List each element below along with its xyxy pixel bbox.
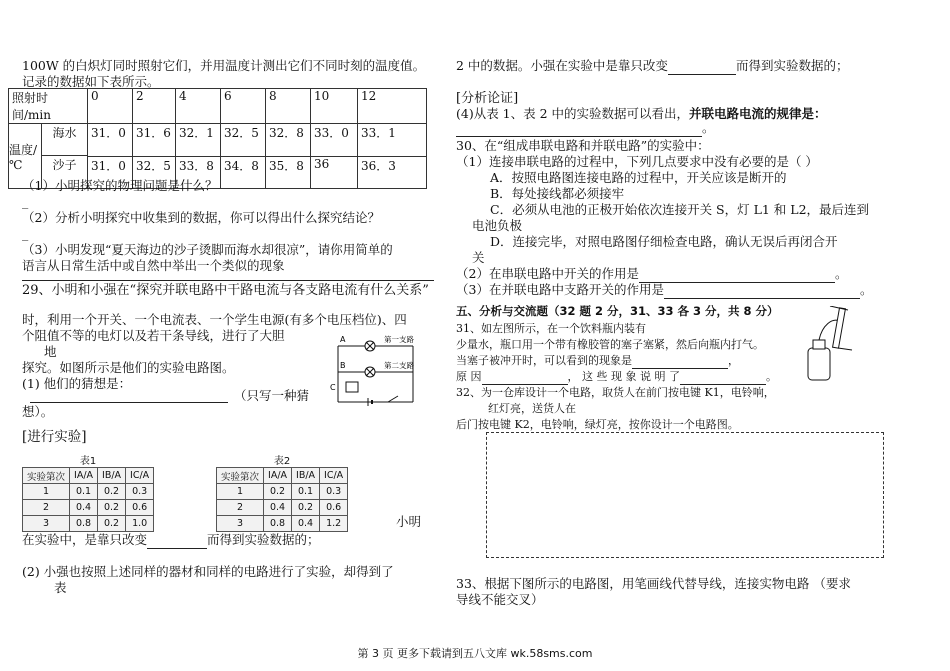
question-31c: 当塞子被冲开时，可以看到的现象是 ，: [456, 354, 739, 367]
table-cell: 0.8: [70, 516, 98, 532]
table2-title: 表2: [273, 456, 291, 467]
question-31a: 31、如左图所示，在一个饮料瓶内装有: [456, 322, 646, 335]
table-cell: 0.2: [264, 484, 292, 500]
table-cell: 0.4: [70, 500, 98, 516]
circuit-drawing-area[interactable]: [486, 432, 884, 558]
node-B-label: B: [340, 361, 346, 370]
table-cell: 3: [217, 516, 264, 532]
q29-2-tail: 小明: [396, 514, 422, 529]
table-cell: 0.6: [126, 500, 154, 516]
experiment-title: [进行实验]: [22, 429, 87, 445]
table-header-cell: IA/A: [264, 468, 292, 484]
option-D-cont: 关: [472, 250, 485, 265]
table-row: [9, 89, 427, 124]
question-33a: 33、根据下图所示的电路图，用笔画线代替导线，连接实物电路 （要求: [456, 576, 851, 591]
switch-icon: [388, 396, 398, 402]
question-31b: 少量水，瓶口用一个带有橡胶管的塞子塞紧，然后向瓶内打气。: [456, 338, 764, 351]
table-cell: 2: [217, 500, 264, 516]
table-cell: 33．8: [176, 156, 221, 189]
question-32b: 红灯亮，送货人在: [488, 402, 576, 415]
question-29b: 时，利用一个开关、一个电流表、一个学生电源(有多个电压档位)、四: [22, 312, 407, 327]
table-header-cell: 照射时间/min: [9, 89, 88, 124]
branch2-label: 第二支路: [384, 361, 414, 370]
ammeter-icon: [346, 382, 358, 392]
temp-label: 温度/℃: [9, 142, 38, 172]
option-A: A．按照电路图连接电路的过程中，开关应该是断开的: [490, 170, 787, 185]
data-table-2: [216, 452, 348, 532]
row-label-seawater: 海水: [42, 124, 87, 156]
intro-line-1: 100W 的白炽灯同时照射它们，并用温度计测出它们不同时刻的温度值。: [22, 58, 426, 73]
table-cell: 31．6: [133, 124, 176, 157]
guess-hint: （只写一种猜: [234, 388, 310, 403]
option-C: C．必须从电池的正极开始依次连接开关 S，灯 L1 和 L2，最后连到: [490, 202, 870, 217]
table-row: [9, 124, 427, 157]
guess-end: 想）。: [22, 404, 54, 419]
circuit-diagram: [318, 330, 436, 412]
table-header-cell: 6: [221, 89, 266, 124]
table-row: [217, 484, 348, 500]
question-29a: 29、小明和小强在“探究并联电路中干路电流与各支路电流有什么关系”: [22, 283, 429, 298]
table-cell: 1: [217, 484, 264, 500]
table-row: [217, 468, 348, 484]
answer-mark-1: _: [22, 194, 29, 209]
table-cell: 0.1: [70, 484, 98, 500]
intro-line-2: 记录的数据如下表所示。: [22, 74, 160, 89]
question-29c: 个阻值不等的电灯以及若干条导线，进行了大胆: [22, 328, 285, 343]
guess-answer-line: [30, 402, 228, 403]
table-header-cell: IA/A: [70, 468, 98, 484]
table-cell: 35．8: [266, 156, 311, 189]
table-header-cell: 10: [311, 89, 358, 124]
table-cell: 32．8: [266, 124, 311, 157]
question-2: （2）分析小明探究中收集到的数据，你可以得出什么探究结论？: [22, 210, 380, 225]
question-32a: 32、为一仓库设计一个电路，取货人在前门按电键 K1，电铃响，: [456, 386, 775, 399]
table-cell: 0.3: [126, 484, 154, 500]
page-footer: 第 3 页 更多下载请到五八文库 wk.58sms.com: [357, 647, 593, 660]
question-1: （1）小明探究的物理问题是什么？: [22, 178, 218, 193]
option-C-cont: 电池负极: [472, 218, 523, 233]
section-5-title: 五、分析与交流题（32 题 2 分，31、33 各 3 分，共 8 分）: [456, 304, 779, 318]
temperature-table: [8, 88, 427, 189]
guess-question: (1) 他们的猜想是：: [22, 376, 132, 391]
bottle-pump-icon: [800, 306, 860, 386]
table-header-cell: IC/A: [126, 468, 154, 484]
table-header-cell: 4: [176, 89, 221, 124]
branch1-label: 第一支路: [384, 335, 414, 344]
question-32c: 后门按电键 K2，电铃响，绿灯亮，按你设计一个电路图。: [456, 418, 739, 431]
table-header-cell: IC/A: [320, 468, 348, 484]
table-cell: 31．0: [88, 124, 133, 157]
table-header-cell: 实验第次: [23, 468, 70, 484]
table-cell: 0.4: [264, 500, 292, 516]
table-cell: 3: [23, 516, 70, 532]
q29-3-text: (2) 小强也按照上述同样的器材和同样的电路进行了实验，却得到了: [22, 564, 394, 579]
table-cell: 1.2: [320, 516, 348, 532]
analysis-question: (4)从表 1、表 2 中的实验数据可以看出，并联电路电流的规律是：: [456, 106, 827, 121]
table-cell: 0.2: [98, 484, 126, 500]
table-cell: 0.6: [320, 500, 348, 516]
question-33b: 导线不能交叉）: [456, 592, 544, 607]
table-cell: 0.2: [98, 516, 126, 532]
question-30-2: （2）在串联电路中开关的作用是 。: [456, 266, 848, 281]
table1-title: 表1: [79, 456, 97, 467]
table-cell: 2: [23, 500, 70, 516]
table-cell: 0.8: [264, 516, 292, 532]
question-29e: 探究。如图所示是他们的实验电路图。: [22, 360, 235, 375]
table-cell: 1: [23, 484, 70, 500]
table-row: [23, 516, 154, 532]
table-cell: 33．1: [358, 124, 427, 157]
table-header-cell: 8: [266, 89, 311, 124]
table-row: [217, 500, 348, 516]
table-header-cell: 2: [133, 89, 176, 124]
analysis-answer: 。: [456, 120, 715, 137]
table-row: [217, 516, 348, 532]
question-3a: （3）小明发现“夏天海边的沙子烫脚而海水却很凉”，请你用简单的: [22, 242, 393, 257]
table-row: [23, 468, 154, 484]
option-B: B．每处接线都必须接牢: [490, 186, 625, 201]
table-cell: 1.0: [126, 516, 154, 532]
question-30-1: （1）连接串联电路的过程中，下列几点要求中没有必要的是（ ）: [456, 154, 818, 169]
table-header-cell: 12: [358, 89, 427, 124]
question-30-3: （3）在并联电路中支路开关的作用是 。: [456, 282, 873, 297]
table-cell: 34．8: [221, 156, 266, 189]
right-line-1: 2 中的数据。小强在实验中是靠只改变 而得到实验数据的；: [456, 58, 849, 73]
question-29d: 地: [44, 344, 57, 359]
answer-mark-2: _: [22, 226, 29, 241]
table-header-cell: 0: [88, 89, 133, 124]
node-A-label: A: [340, 335, 346, 344]
table-cell: 33．0: [311, 124, 358, 157]
table-header-cell: IB/A: [98, 468, 126, 484]
q29-3-tail: 表: [54, 580, 67, 595]
table-cell: 36: [311, 156, 358, 189]
table-header-cell: 实验第次: [217, 468, 264, 484]
answer-line: [22, 280, 434, 281]
table-header-cell: IB/A: [292, 468, 320, 484]
table-cell: 0.2: [98, 500, 126, 516]
table-cell: 0.3: [320, 484, 348, 500]
table-row: [23, 484, 154, 500]
analysis-title: [分析论证]: [456, 91, 519, 106]
option-D: D．连接完毕，对照电路图仔细检查电路，确认无误后再闭合开: [490, 234, 838, 249]
row-label-sand: 沙子: [52, 158, 77, 172]
data-table-1: [22, 452, 154, 532]
table-cell: 31．0: [88, 156, 133, 189]
table-cell: 0.4: [292, 516, 320, 532]
table-cell: 32．5: [221, 124, 266, 157]
question-31d: 原 因 ， 这 些 现 象 说 明 了 。: [456, 370, 777, 383]
table-cell: 0.2: [292, 500, 320, 516]
table-cell: 32．5: [133, 156, 176, 189]
node-C-label: C: [330, 383, 336, 392]
table-row: [23, 500, 154, 516]
q29-2-text: 在实验中，是靠只改变 而得到实验数据的；: [22, 532, 320, 547]
question-30: 30、在“组成串联电路和并联电路”的实验中：: [456, 138, 710, 153]
question-3b: 语言从日常生活中或自然中举出一个类似的现象: [22, 258, 285, 273]
table-cell: 32．1: [176, 124, 221, 157]
table-cell: 36．3: [358, 156, 427, 189]
table-cell: 0.1: [292, 484, 320, 500]
